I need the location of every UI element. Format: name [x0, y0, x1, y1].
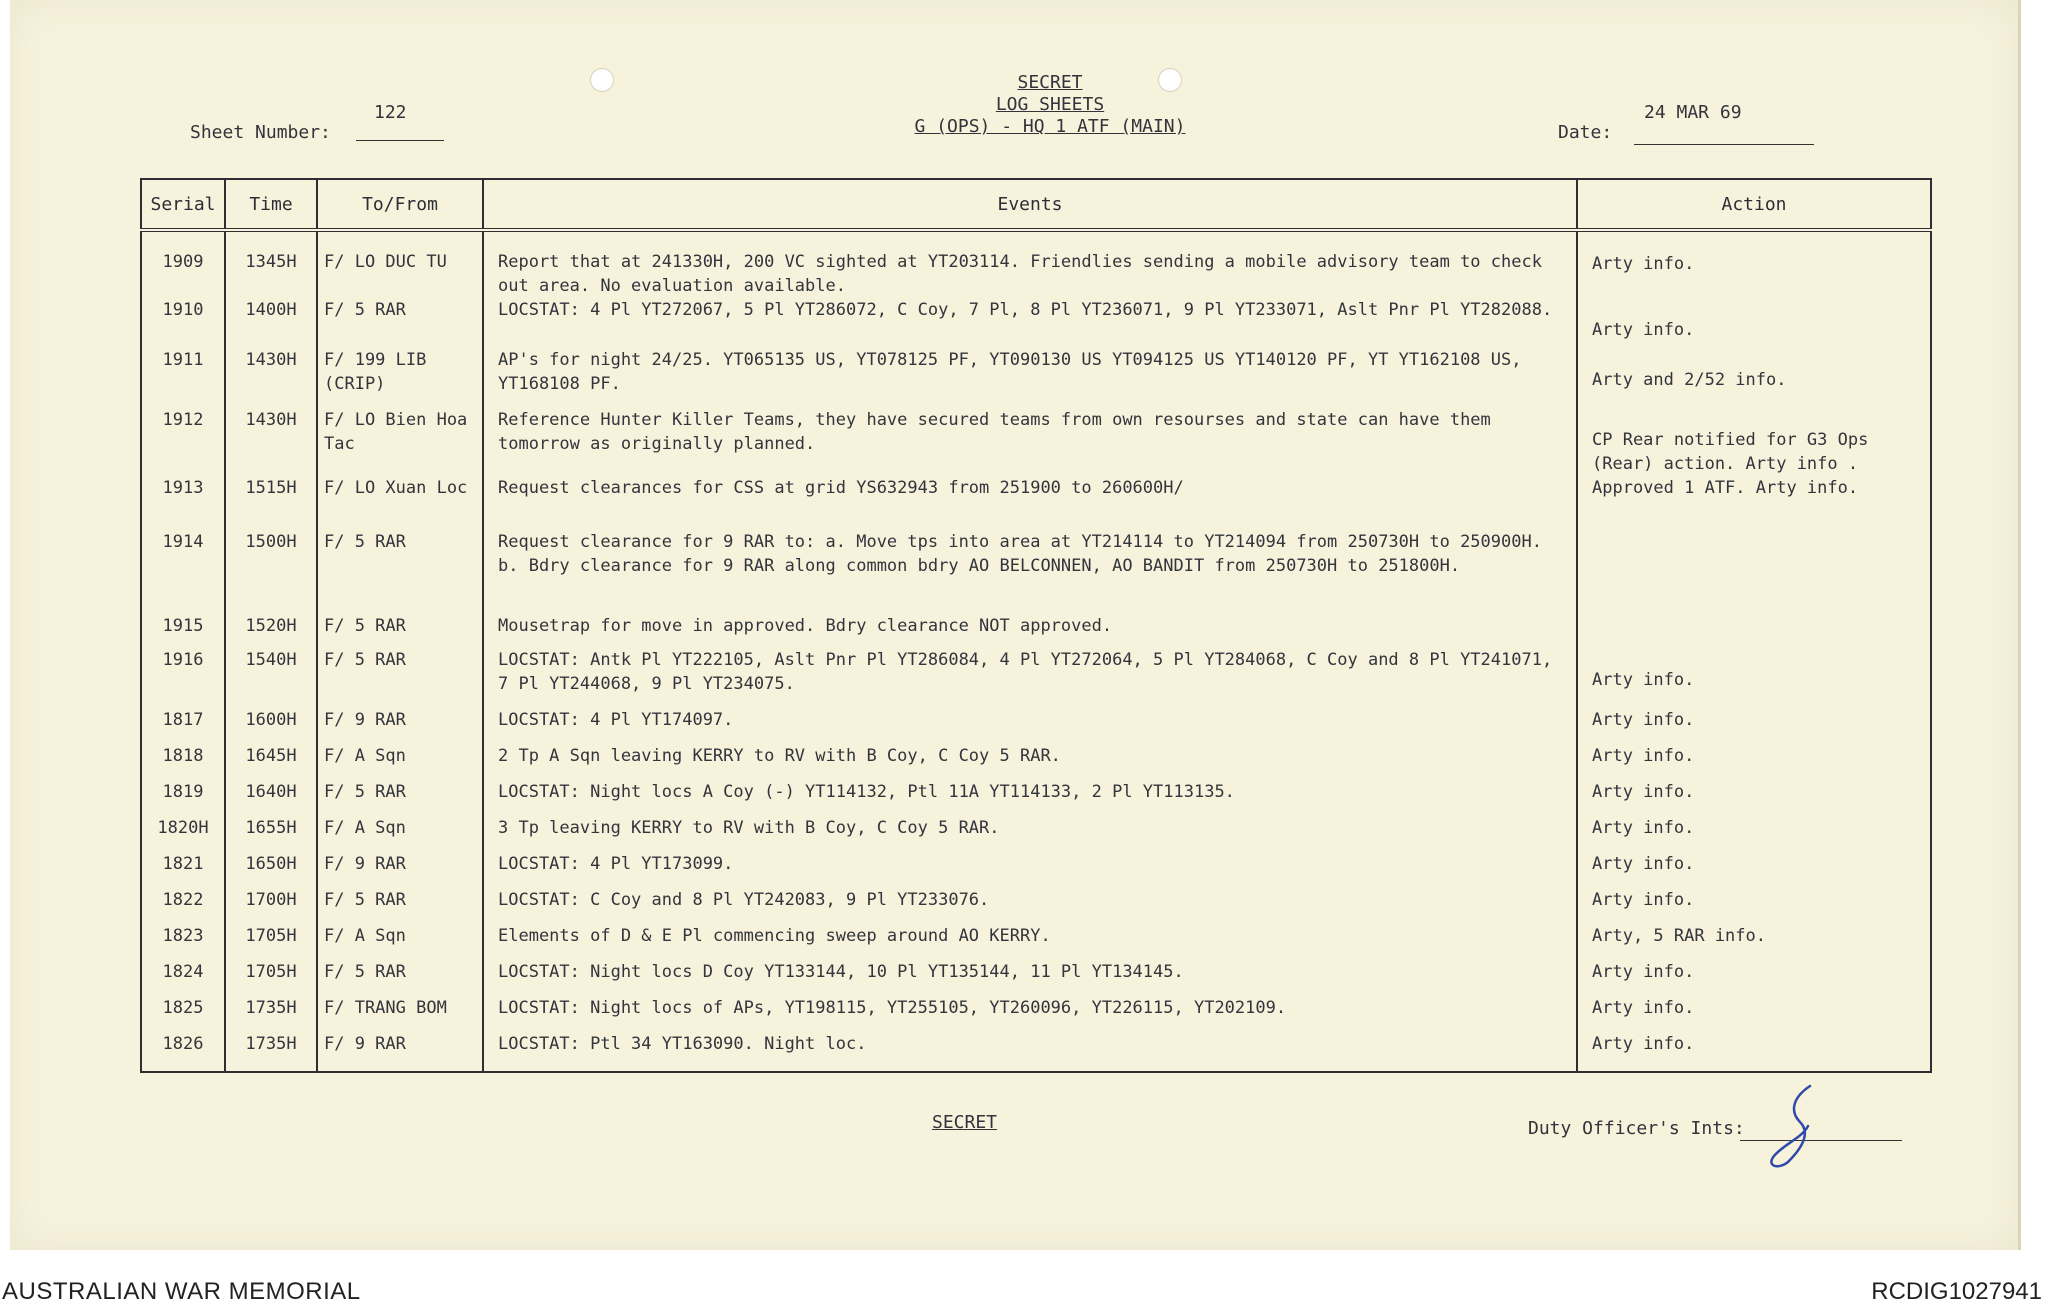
- table-row: [141, 408, 1931, 476]
- to-from-cell: F/ 5 RAR: [317, 298, 483, 348]
- to-from-cell: F/ 5 RAR: [317, 614, 483, 648]
- events-cell: LOCSTAT: C Coy and 8 Pl YT242083, 9 Pl YT233076.: [483, 888, 1577, 924]
- time-cell: 1430H: [225, 348, 317, 408]
- action-cell: Arty, 5 RAR info.: [1577, 924, 1931, 960]
- serial-cell: 1914: [141, 530, 225, 614]
- date-label: Date:: [1558, 122, 1613, 143]
- time-cell: 1650H: [225, 852, 317, 888]
- action-cell: Arty info.: [1577, 708, 1931, 744]
- action-cell: Arty info.: [1577, 852, 1931, 888]
- serial-cell: 1821: [141, 852, 225, 888]
- to-from-cell: F/ LO DUC TU: [317, 230, 483, 298]
- log-table: [140, 178, 1932, 1073]
- date-value: 24 MAR 69: [1644, 102, 1742, 123]
- table-row: [141, 614, 1931, 648]
- to-from-cell: F/ LO Bien Hoa Tac: [317, 408, 483, 476]
- table-row: [141, 476, 1931, 530]
- serial-cell: 1909: [141, 230, 225, 298]
- table-row: [141, 744, 1931, 780]
- events-cell: 2 Tp A Sqn leaving KERRY to RV with B Coy, C Coy 5 RAR.: [483, 744, 1577, 780]
- log-table-body: [141, 230, 1931, 1072]
- serial-cell: 1826: [141, 1032, 225, 1072]
- action-cell: Approved 1 ATF. Arty info.: [1577, 476, 1931, 530]
- serial-cell: 1915: [141, 614, 225, 648]
- serial-cell: 1912: [141, 408, 225, 476]
- time-cell: 1520H: [225, 614, 317, 648]
- time-cell: 1655H: [225, 816, 317, 852]
- to-from-cell: F/ 9 RAR: [317, 1032, 483, 1072]
- table-row: [141, 530, 1931, 614]
- action-cell: Arty info.: [1577, 1032, 1931, 1072]
- watermark-institution: AUSTRALIAN WAR MEMORIAL: [2, 1278, 361, 1305]
- to-from-cell: F/ 5 RAR: [317, 648, 483, 708]
- table-row: [141, 348, 1931, 408]
- table-header-row: [141, 179, 1931, 230]
- serial-cell: 1818: [141, 744, 225, 780]
- time-cell: 1345H: [225, 230, 317, 298]
- time-cell: 1735H: [225, 1032, 317, 1072]
- time-cell: 1540H: [225, 648, 317, 708]
- table-row: [141, 708, 1931, 744]
- action-cell: Arty info.: [1577, 996, 1931, 1032]
- log-sheets-title: LOG SHEETS: [995, 94, 1105, 115]
- time-cell: 1500H: [225, 530, 317, 614]
- duty-officer-label: Duty Officer's Ints:: [1528, 1118, 1745, 1139]
- serial-cell: 1822: [141, 888, 225, 924]
- table-row: [141, 648, 1931, 708]
- to-from-cell: F/ A Sqn: [317, 816, 483, 852]
- date-line: [1634, 144, 1814, 145]
- action-cell: Arty info.: [1577, 960, 1931, 996]
- action-cell: Arty info.: [1577, 648, 1931, 708]
- table-row: [141, 230, 1931, 298]
- events-cell: Report that at 241330H, 200 VC sighted at YT203114. Friendlies sending a mobile advisory team to check out area. No evaluation available.: [483, 230, 1577, 298]
- serial-cell: 1819: [141, 780, 225, 816]
- to-from-cell: F/ 5 RAR: [317, 960, 483, 996]
- events-cell: Request clearances for CSS at grid YS632943 from 251900 to 260600H/: [483, 476, 1577, 530]
- events-cell: LOCSTAT: Ptl 34 YT163090. Night loc.: [483, 1032, 1577, 1072]
- col-header-events: Events: [483, 179, 1577, 230]
- events-cell: LOCSTAT: 4 Pl YT173099.: [483, 852, 1577, 888]
- serial-cell: 1824: [141, 960, 225, 996]
- time-cell: 1400H: [225, 298, 317, 348]
- time-cell: 1645H: [225, 744, 317, 780]
- events-cell: Mousetrap for move in approved. Bdry clearance NOT approved.: [483, 614, 1577, 648]
- table-row: [141, 960, 1931, 996]
- events-cell: Elements of D & E Pl commencing sweep around AO KERRY.: [483, 924, 1577, 960]
- action-cell: Arty info.: [1577, 888, 1931, 924]
- time-cell: 1515H: [225, 476, 317, 530]
- sheet-number-value: 122: [374, 102, 407, 123]
- table-row: [141, 816, 1931, 852]
- serial-cell: 1823: [141, 924, 225, 960]
- action-cell: Arty info.: [1577, 816, 1931, 852]
- action-cell: [1577, 530, 1931, 614]
- unit-title: G (OPS) - HQ 1 ATF (MAIN): [914, 116, 1186, 137]
- time-cell: 1700H: [225, 888, 317, 924]
- serial-cell: 1913: [141, 476, 225, 530]
- classification-bottom: SECRET: [932, 1112, 998, 1133]
- events-cell: LOCSTAT: Night locs A Coy (-) YT114132, Ptl 11A YT114133, 2 Pl YT113135.: [483, 780, 1577, 816]
- action-cell: Arty info.: [1577, 230, 1931, 298]
- table-row: [141, 780, 1931, 816]
- sheet-number-label: Sheet Number:: [190, 122, 331, 143]
- table-row: [141, 298, 1931, 348]
- action-cell: [1577, 614, 1931, 648]
- table-row: [141, 852, 1931, 888]
- time-cell: 1640H: [225, 780, 317, 816]
- to-from-cell: F/ 5 RAR: [317, 888, 483, 924]
- time-cell: 1705H: [225, 924, 317, 960]
- table-row: [141, 1032, 1931, 1072]
- to-from-cell: F/ A Sqn: [317, 924, 483, 960]
- serial-cell: 1820H: [141, 816, 225, 852]
- action-cell: Arty info.: [1577, 298, 1931, 348]
- action-cell: Arty and 2/52 info.: [1577, 348, 1931, 408]
- time-cell: 1600H: [225, 708, 317, 744]
- to-from-cell: F/ 5 RAR: [317, 530, 483, 614]
- to-from-cell: F/ TRANG BOM: [317, 996, 483, 1032]
- sheet-number-line: [356, 140, 444, 141]
- classification-top: SECRET: [1017, 72, 1083, 93]
- duty-officer-signature: [1752, 1082, 1842, 1172]
- events-cell: LOCSTAT: Antk Pl YT222105, Aslt Pnr Pl YT286084, 4 Pl YT272064, 5 Pl YT284068, C Coy and 8 Pl YT241071, 7 Pl YT244068, 9 Pl YT234075.: [483, 648, 1577, 708]
- time-cell: 1430H: [225, 408, 317, 476]
- to-from-cell: F/ 9 RAR: [317, 852, 483, 888]
- col-header-action: Action: [1577, 179, 1931, 230]
- events-cell: Reference Hunter Killer Teams, they have secured teams from own resourses and state can have them tomorrow as originally planned.: [483, 408, 1577, 476]
- events-cell: 3 Tp leaving KERRY to RV with B Coy, C Coy 5 RAR.: [483, 816, 1577, 852]
- serial-cell: 1916: [141, 648, 225, 708]
- serial-cell: 1817: [141, 708, 225, 744]
- events-cell: LOCSTAT: 4 Pl YT174097.: [483, 708, 1577, 744]
- watermark-record-id: RCDIG1027941: [1871, 1278, 2042, 1305]
- to-from-cell: F/ 9 RAR: [317, 708, 483, 744]
- events-cell: Request clearance for 9 RAR to: a. Move tps into area at YT214114 to YT214094 from 250730H to 250900H. b. Bdry clearance for 9 RAR along common bdry AO BELCONNEN, AO BANDIT from 250730H to 251800H.: [483, 530, 1577, 614]
- action-cell: Arty info.: [1577, 744, 1931, 780]
- time-cell: 1735H: [225, 996, 317, 1032]
- col-header-time: Time: [225, 179, 317, 230]
- events-cell: LOCSTAT: Night locs D Coy YT133144, 10 Pl YT135144, 11 Pl YT134145.: [483, 960, 1577, 996]
- events-cell: LOCSTAT: 4 Pl YT272067, 5 Pl YT286072, C Coy, 7 Pl, 8 Pl YT236071, 9 Pl YT233071, Aslt Pnr Pl YT282088.: [483, 298, 1577, 348]
- col-header-to-from: To/From: [317, 179, 483, 230]
- action-cell: Arty info.: [1577, 780, 1931, 816]
- col-header-serial: Serial: [141, 179, 225, 230]
- time-cell: 1705H: [225, 960, 317, 996]
- to-from-cell: F/ A Sqn: [317, 744, 483, 780]
- to-from-cell: F/ 199 LIB (CRIP): [317, 348, 483, 408]
- table-row: [141, 888, 1931, 924]
- serial-cell: 1825: [141, 996, 225, 1032]
- serial-cell: 1911: [141, 348, 225, 408]
- punch-hole-left: [590, 68, 614, 92]
- table-row: [141, 996, 1931, 1032]
- events-cell: LOCSTAT: Night locs of APs, YT198115, YT255105, YT260096, YT226115, YT202109.: [483, 996, 1577, 1032]
- action-cell: CP Rear notified for G3 Ops (Rear) action. Arty info .: [1577, 408, 1931, 476]
- serial-cell: 1910: [141, 298, 225, 348]
- table-row: [141, 924, 1931, 960]
- to-from-cell: F/ 5 RAR: [317, 780, 483, 816]
- header-title-block: [770, 72, 1330, 138]
- events-cell: AP's for night 24/25. YT065135 US, YT078125 PF, YT090130 US YT094125 US YT140120 PF, YT YT162108 US, YT168108 PF.: [483, 348, 1577, 408]
- to-from-cell: F/ LO Xuan Loc: [317, 476, 483, 530]
